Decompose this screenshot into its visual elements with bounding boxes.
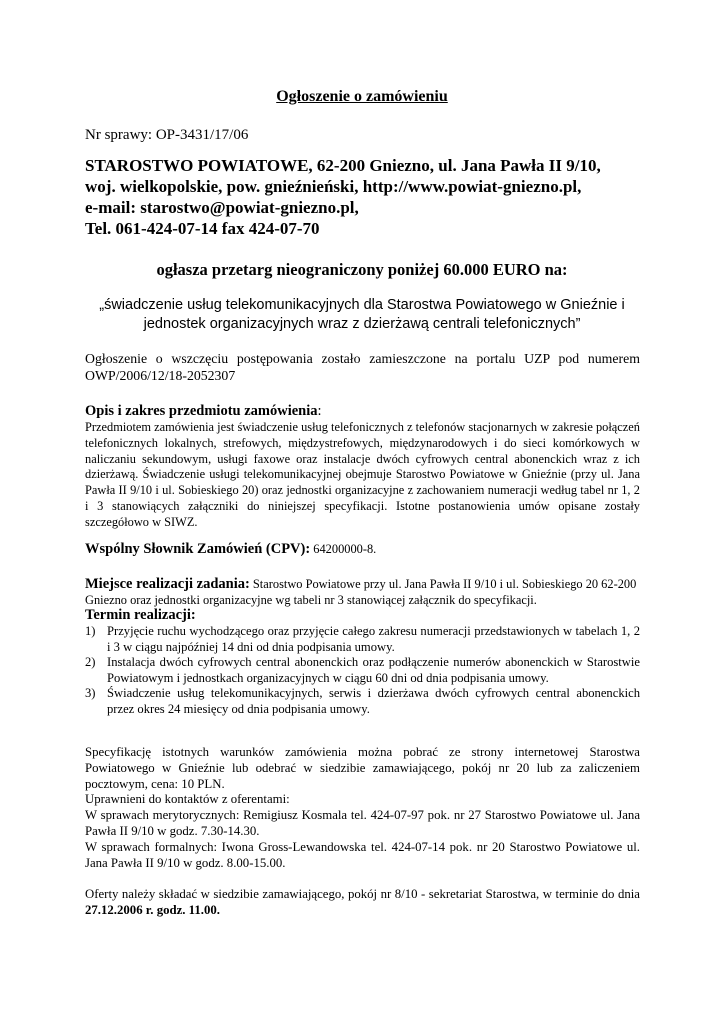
offers-text: Oferty należy składać w siedzibie zamawiającego, pokój nr 8/10 - sekretariat Starostwa, w terminie do dnia bbox=[85, 887, 640, 901]
list-item bbox=[85, 624, 640, 655]
offers-deadline-date: 27.12.2006 r. godz. 11.00. bbox=[85, 902, 220, 917]
list-item-text: Świadczenie usług telekomunikacyjnych, serwis i dzierżawa dwóch cyfrowych central abonenckich przez okres 24 miesięcy od dnia podpisania umowy. bbox=[107, 686, 640, 716]
scope-heading bbox=[85, 403, 640, 420]
contact-substantive: W sprawach merytorycznych: Remigiusz Kosmala tel. 424-07-97 pok. nr 27 Starostwo Powiatowe ul. Jana Pawła II 9/10 w godz. 7.30-14.30. bbox=[85, 808, 640, 838]
list-item-number: 1) bbox=[85, 624, 96, 638]
announcement: ogłasza przetarg nieograniczony poniżej 60.000 EURO na: bbox=[156, 260, 568, 279]
contacts-heading: Uprawnieni do kontaktów z oferentami: bbox=[85, 792, 290, 807]
authority-line-2: woj. wielkopolskie, pow. gnieźnieński, http://www.powiat-gniezno.pl, bbox=[85, 177, 582, 196]
tender-subject bbox=[60, 296, 664, 334]
specification-paragraph: Specyfikację istotnych warunków zamówienia można pobrać ze strony internetowej Starostwa Powiatowego w Gnieźnie lub odebrać w siedzibie zamawiającego, pokój nr 20 lub za zaliczeniem pocztowym, cena: 10 PLN. bbox=[85, 745, 640, 791]
list-item-number: 2) bbox=[85, 655, 96, 670]
authority-line-1: STAROSTWO POWIATOWE, 62-200 Gniezno, ul. Jana Pawła II 9/10, bbox=[85, 156, 601, 175]
scope-body: Przedmiotem zamówienia jest świadczenie usług telefonicznych z telefonów stacjonarnych w zakresie połączeń telefonicznych lokalnych, strefowych, międzystrefowych, międzynarodowych i do sieci komórkowych w naliczaniu sekundowym, usługi faxowe oraz instalacje dwóch cyfrowych central abonenckich wraz z ich dzierżawą. Świadczenie usługi telekomunikacyjnej obejmuje Starostwo Powiatowe w Gnieźnie (przy ul. Jana Pawła II 9/10 i ul. Sobieskiego 20) oraz jednostki organizacyjne z zachowaniem numeracji według tabel nr 1, 2 i 3 stanowiących załączniki do niniejszej specyfikacji. Istotne postanowienia umów opisane zostały szczegółowo w SIWZ. bbox=[85, 420, 640, 529]
location-label: Miejsce realizacji zadania: bbox=[85, 576, 250, 592]
case-number: Nr sprawy: OP-3431/17/06 bbox=[85, 127, 249, 143]
subject-line-2: jednostek organizacyjnych wraz z dzierżawą centrali telefonicznych” bbox=[143, 316, 581, 332]
scope-section bbox=[85, 403, 640, 531]
list-item bbox=[85, 655, 640, 686]
authority-line-3: e-mail: starostwo@powiat-gniezno.pl, bbox=[85, 198, 359, 217]
authority-line-4: Tel. 061-424-07-14 fax 424-07-70 bbox=[85, 219, 320, 238]
cpv-label: Wspólny Słownik Zamówień (CPV): bbox=[85, 541, 311, 557]
deadline-list bbox=[85, 624, 640, 718]
location-section bbox=[85, 576, 640, 608]
deadline-heading: Termin realizacji: bbox=[85, 607, 196, 623]
offers-deadline bbox=[85, 887, 640, 919]
contact-formal: W sprawach formalnych: Iwona Gross-Lewandowska tel. 424-07-14 pok. nr 20 Starostwo Powiatowe ul. Jana Pawła II 9/10 w godz. 8.00-15.00. bbox=[85, 839, 640, 870]
list-item-number: 3) bbox=[85, 686, 96, 701]
scope-heading-text: Opis i zakres przedmiotu zamówienia bbox=[85, 403, 318, 419]
cpv-line bbox=[85, 541, 640, 558]
cpv-value: 64200000-8. bbox=[310, 542, 377, 556]
scope-heading-colon: : bbox=[317, 403, 322, 419]
subject-line-1: „świadczenie usług telekomunikacyjnych dla Starostwa Powiatowego w Gnieźnie i bbox=[99, 297, 625, 313]
location-value: Starostwo Powiatowe przy ul. Jana Pawła II 9/10 i ul. Sobieskiego 20 62-200 Gniezno oraz jednostki organizacyjne wg tabeli nr 3 stanowiącej załącznik do specyfikacji. bbox=[85, 577, 637, 607]
list-item-text: Przyjęcie ruchu wychodzącego oraz przyjęcie całego zakresu numeracji przedstawionych w tabelach 1, 2 i 3 w ciągu najpóźniej 14 dni od dnia podpisania umowy. bbox=[107, 624, 640, 654]
page-title: Ogłoszenie o zamówieniu bbox=[276, 88, 448, 105]
authority-header bbox=[85, 155, 640, 239]
portal-notice: Ogłoszenie o wszczęciu postępowania zostało zamieszczone na portalu UZP pod numerem OWP/2006/12/18-2052307 bbox=[85, 351, 640, 383]
specification-section bbox=[85, 745, 640, 871]
list-item-text: Instalacja dwóch cyfrowych central abonenckich oraz podłączenie numerów abonenckich w Starostwie Powiatowym i jednostkach organizacyjnych w ciągu 60 dni od dnia podpisania umowy. bbox=[107, 655, 640, 685]
list-item bbox=[85, 686, 640, 717]
